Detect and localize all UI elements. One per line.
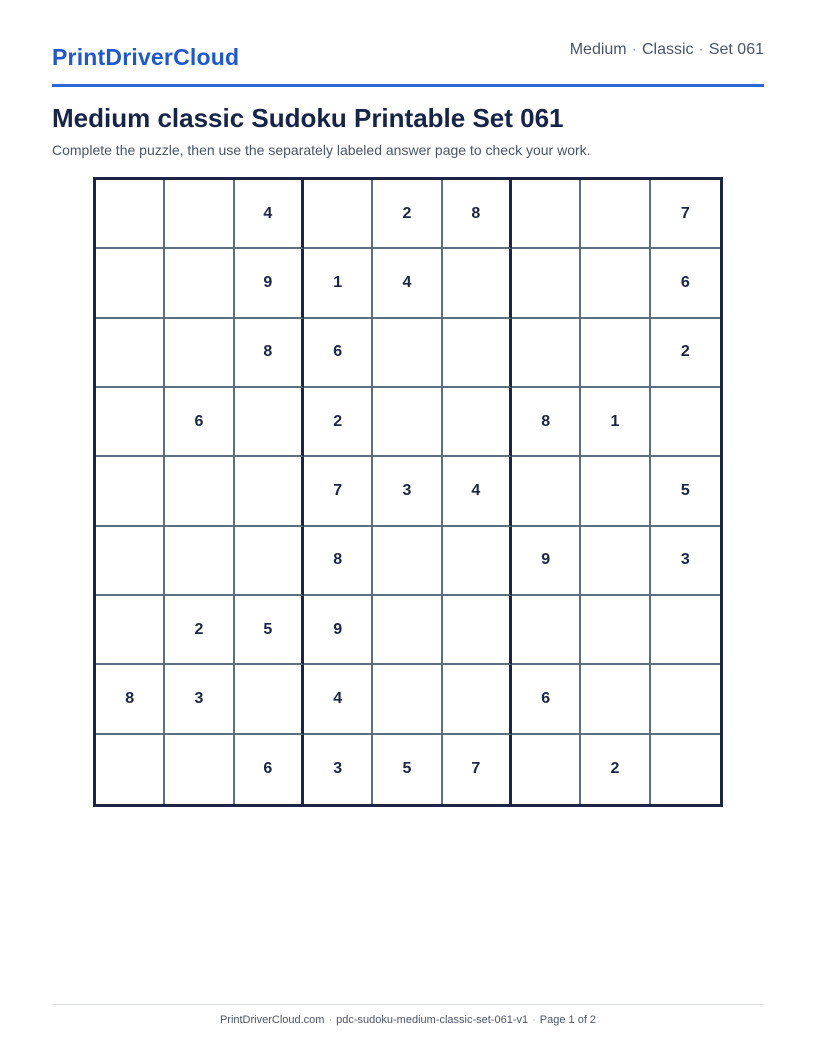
footer-divider: [52, 1004, 764, 1005]
sudoku-cell: 3: [651, 527, 720, 596]
sudoku-cell: 2: [304, 388, 373, 457]
sudoku-cell: 8: [235, 319, 304, 388]
sudoku-cell: 7: [443, 735, 512, 804]
sudoku-cell: 6: [165, 388, 234, 457]
sudoku-cell: [96, 735, 165, 804]
page-header: [52, 40, 764, 87]
sudoku-cell: 2: [651, 319, 720, 388]
sudoku-cell: 4: [304, 665, 373, 734]
sudoku-cell: [235, 388, 304, 457]
sudoku-cell: [581, 457, 650, 526]
brand-logo[interactable]: PrintDriverCloud: [52, 44, 240, 70]
sudoku-cell: 5: [651, 457, 720, 526]
sudoku-cell: [96, 180, 165, 249]
sudoku-cell: [512, 457, 581, 526]
sudoku-cell: [96, 319, 165, 388]
sudoku-cell: [443, 319, 512, 388]
sudoku-cell: [651, 596, 720, 665]
sudoku-cell: [96, 249, 165, 318]
sudoku-cell: 5: [235, 596, 304, 665]
sudoku-cell: [165, 180, 234, 249]
sudoku-cell: [373, 596, 442, 665]
sudoku-cell: 4: [235, 180, 304, 249]
sudoku-cell: 1: [581, 388, 650, 457]
sudoku-cell: [165, 457, 234, 526]
sudoku-cell: [581, 596, 650, 665]
sudoku-cell: 6: [651, 249, 720, 318]
sudoku-cell: [373, 388, 442, 457]
sudoku-cell: 7: [651, 180, 720, 249]
sudoku-cell: 3: [373, 457, 442, 526]
sudoku-cell: 5: [373, 735, 442, 804]
meta-set: Set 061: [708, 41, 764, 58]
meta-difficulty: Medium: [569, 41, 627, 58]
sudoku-cell: [96, 457, 165, 526]
sudoku-cell: 6: [512, 665, 581, 734]
sudoku-cell: 8: [512, 388, 581, 457]
sudoku-cell: 8: [304, 527, 373, 596]
sudoku-cell: [512, 249, 581, 318]
sudoku-cell: 2: [373, 180, 442, 249]
sudoku-cell: [96, 527, 165, 596]
sudoku-cell: [165, 319, 234, 388]
sudoku-cell: [235, 665, 304, 734]
sudoku-cell: [581, 665, 650, 734]
sudoku-cell: [235, 527, 304, 596]
sudoku-cell: 6: [304, 319, 373, 388]
sudoku-cell: 6: [235, 735, 304, 804]
sudoku-cell: [373, 665, 442, 734]
puzzle-meta: [570, 41, 764, 59]
sudoku-cell: [235, 457, 304, 526]
sudoku-cell: [581, 180, 650, 249]
footer-separator: ·: [328, 1014, 333, 1026]
sudoku-cell: [304, 180, 373, 249]
sudoku-cell: [651, 388, 720, 457]
page-footer: [52, 1014, 764, 1026]
sudoku-cell: 2: [581, 735, 650, 804]
sudoku-cell: [443, 596, 512, 665]
sudoku-cell: [443, 388, 512, 457]
sudoku-cell: 1: [304, 249, 373, 318]
sudoku-cell: [581, 319, 650, 388]
sudoku-cell: [651, 735, 720, 804]
sudoku-cell: [443, 527, 512, 596]
sudoku-cell: 7: [304, 457, 373, 526]
sudoku-cell: 3: [165, 665, 234, 734]
footer-code: pdc-sudoku-medium-classic-set-061-v1: [336, 1014, 529, 1026]
sudoku-cell: [651, 665, 720, 734]
footer-site[interactable]: PrintDriverCloud.com: [219, 1014, 325, 1026]
sudoku-cell: [165, 249, 234, 318]
sudoku-cell: [512, 180, 581, 249]
sudoku-cell: 9: [512, 527, 581, 596]
page-title: Medium classic Sudoku Printable Set 061: [52, 103, 564, 133]
sudoku-cell: [165, 735, 234, 804]
sudoku-cell: 8: [443, 180, 512, 249]
sudoku-cell: [96, 596, 165, 665]
sudoku-cell: [165, 527, 234, 596]
sudoku-cell: 9: [235, 249, 304, 318]
meta-variant: Classic: [641, 41, 694, 58]
sudoku-cell: 2: [165, 596, 234, 665]
sudoku-cell: [373, 319, 442, 388]
sudoku-cell: 4: [373, 249, 442, 318]
sudoku-cell: [512, 319, 581, 388]
sudoku-cell: [443, 665, 512, 734]
sudoku-cell: 4: [443, 457, 512, 526]
sudoku-cell: [96, 388, 165, 457]
sudoku-cell: [443, 249, 512, 318]
sudoku-cell: 9: [304, 596, 373, 665]
sudoku-cell: [512, 596, 581, 665]
meta-separator: ·: [631, 41, 637, 58]
sudoku-cell: [373, 527, 442, 596]
footer-separator: ·: [532, 1014, 536, 1026]
sudoku-cell: [581, 249, 650, 318]
sudoku-cell: 8: [96, 665, 165, 734]
sudoku-grid: [93, 177, 723, 807]
sudoku-cell: 3: [304, 735, 373, 804]
footer-page-number: Page 1 of 2: [539, 1014, 597, 1026]
sudoku-cell: [581, 527, 650, 596]
page-subtitle: Complete the puzzle, then use the separately labeled answer page to check your work.: [52, 142, 591, 158]
meta-separator: ·: [698, 41, 704, 58]
sudoku-cell: [512, 735, 581, 804]
